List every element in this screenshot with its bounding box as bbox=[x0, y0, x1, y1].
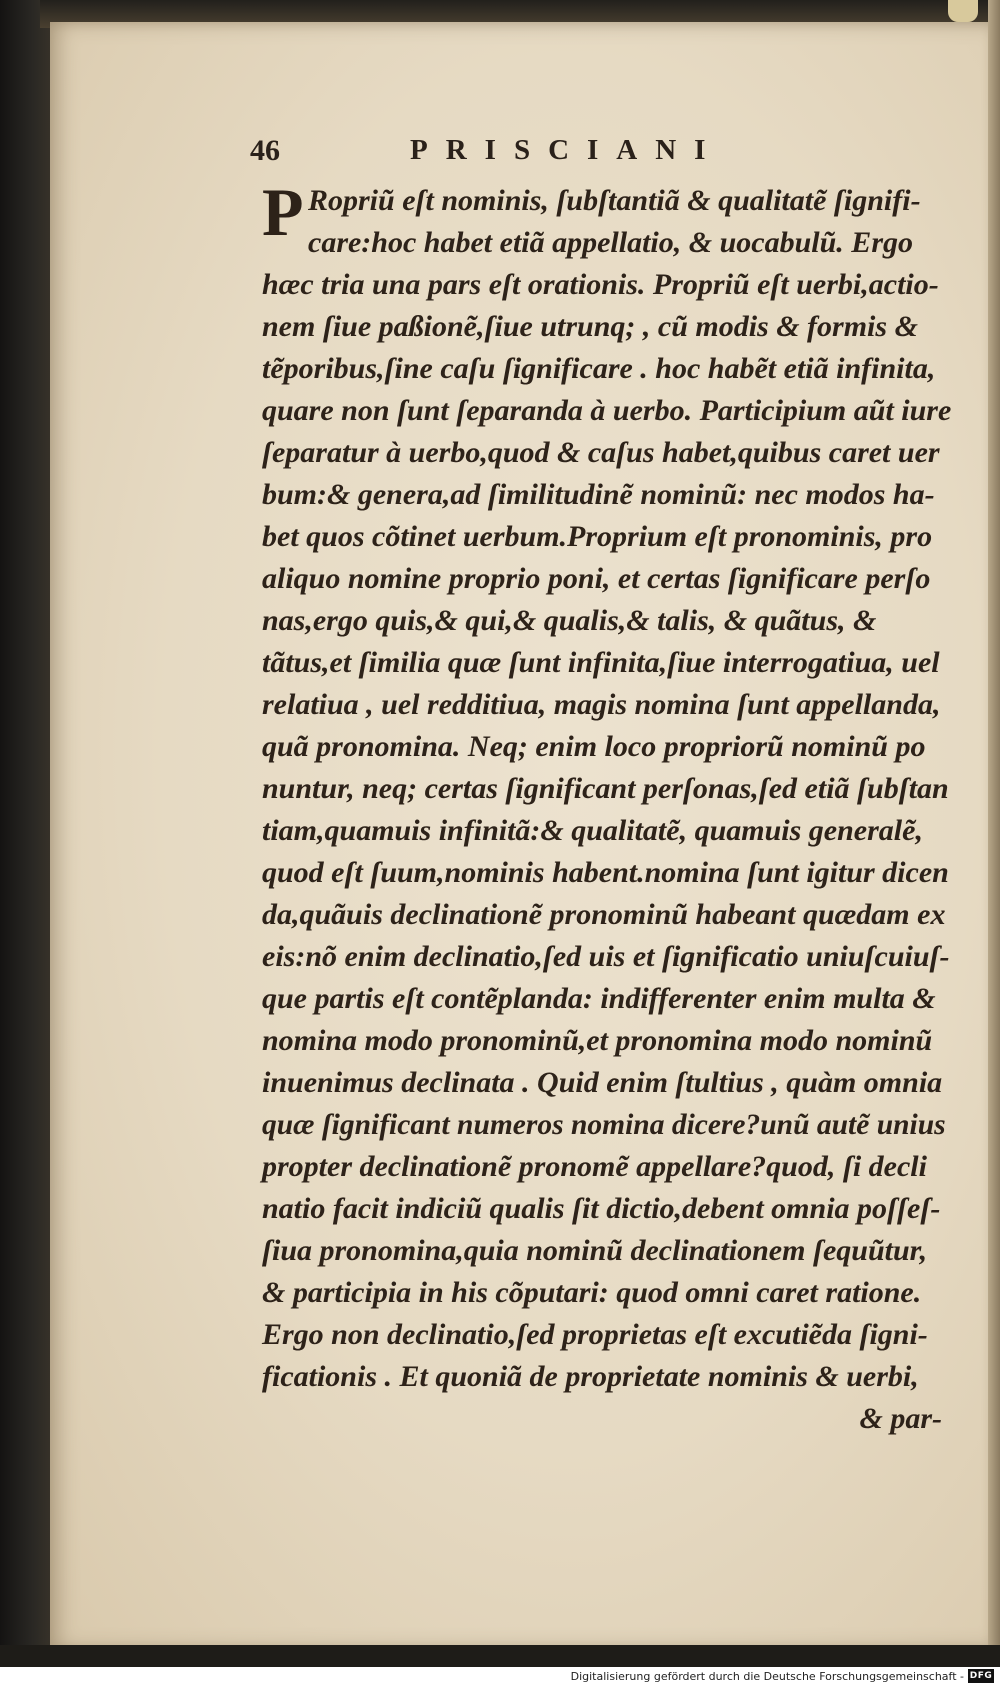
dfg-logo: DFG bbox=[969, 1671, 993, 1681]
text-line: nem ſiue paßionẽ,ſiue utrunq; , cũ modis & formis & bbox=[262, 310, 918, 343]
text-line: aliquo nomine proprio poni, et certas ſignificare perſo bbox=[262, 562, 931, 595]
body-text bbox=[262, 174, 962, 1440]
text-line: quod eſt ſuum,nominis habent.nomina ſunt igitur dicen bbox=[262, 856, 949, 889]
text-line: quã pronomina. Neq; enim loco propriorũ nominũ po bbox=[262, 730, 926, 763]
text-line: ficationis . Et quoniã de proprietate nominis & uerbi, bbox=[262, 1360, 919, 1393]
text-line: ſeparatur à uerbo,quod & caſus habet,quibus caret uer bbox=[262, 436, 940, 469]
text-line: & participia in his cõputari: quod omni caret ratione. bbox=[262, 1276, 922, 1309]
text-line: propter declinationẽ pronomẽ appellare?quod, ſi decli bbox=[262, 1150, 927, 1183]
text-line: que partis eſt contẽplanda: indifferenter enim multa & bbox=[262, 982, 936, 1015]
text-line: inuenimus declinata . Quid enim ſtultius , quàm omnia bbox=[262, 1066, 943, 1099]
text-line: natio facit indiciũ qualis ſit dictio,debent omnia poſſeſ- bbox=[262, 1192, 941, 1225]
text-line: tiam,quamuis infinitã:& qualitatẽ, quamuis generalẽ, bbox=[262, 814, 923, 847]
text-line: hæc tria una pars eſt orationis. Propriũ eſt uerbi,actio- bbox=[262, 268, 939, 301]
text-line: care:hoc habet etiã appellatio, & uocabulũ. Ergo bbox=[308, 226, 913, 259]
footer-credit: Digitalisierung gefördert durch die Deutsche Forschungsgemeinschaft - bbox=[570, 1670, 964, 1683]
text-line: nas,ergo quis,& qui,& qualis,& talis, & quãtus, & bbox=[262, 604, 877, 637]
text-line: nomina modo pronominũ,et pronomina modo nominũ bbox=[262, 1024, 933, 1057]
page-header bbox=[250, 134, 950, 174]
bottom-shadow bbox=[0, 1645, 1000, 1667]
corner-thread bbox=[948, 0, 978, 22]
binding-shadow bbox=[0, 0, 55, 1687]
text-line: Ropriũ eſt nominis, ſubſtantiã & qualitatẽ ſignifi- bbox=[308, 184, 921, 217]
text-line: eis:nõ enim declinatio,ſed uis et ſignificatio uniuſcuiuſ- bbox=[262, 940, 950, 973]
text-line: quæ ſignificant numeros nomina dicere?unũ autẽ unius bbox=[262, 1109, 946, 1141]
text-line: bum:& genera,ad ſimilitudinẽ nominũ: nec modos ha- bbox=[262, 478, 935, 511]
text-line: quare non ſunt ſeparanda à uerbo. Participium aũt iure bbox=[262, 394, 952, 427]
right-page-edge bbox=[988, 0, 1000, 1687]
running-head: PRISCIANI bbox=[410, 134, 724, 166]
text-line: da,quãuis declinationẽ pronominũ habeant quædam ex bbox=[262, 898, 946, 931]
page-number: 46 bbox=[250, 134, 280, 167]
text-line: Ergo non declinatio,ſed proprietas eſt excutiẽda ſigni- bbox=[262, 1318, 928, 1351]
text-line: nuntur, neq; certas ſignificant perſonas,ſed etiã ſubſtan bbox=[262, 772, 949, 805]
text-line: ſiua pronomina,quia nominũ declinationem ſequũtur, bbox=[262, 1234, 928, 1267]
drop-cap: P bbox=[262, 174, 304, 250]
text-line: bet quos cõtinet uerbum.Proprium eſt pronominis, pro bbox=[262, 520, 933, 553]
text-line: tẽporibus,ſine caſu ſignificare . hoc habẽt etiã infinita, bbox=[262, 352, 936, 385]
text-line: relatiua , uel redditiua, magis nomina ſunt appellanda, bbox=[262, 688, 941, 721]
catchword: & par- bbox=[859, 1402, 942, 1435]
text-line: tãtus,et ſimilia quæ ſunt infinita,ſiue interrogatiua, uel bbox=[262, 646, 940, 679]
